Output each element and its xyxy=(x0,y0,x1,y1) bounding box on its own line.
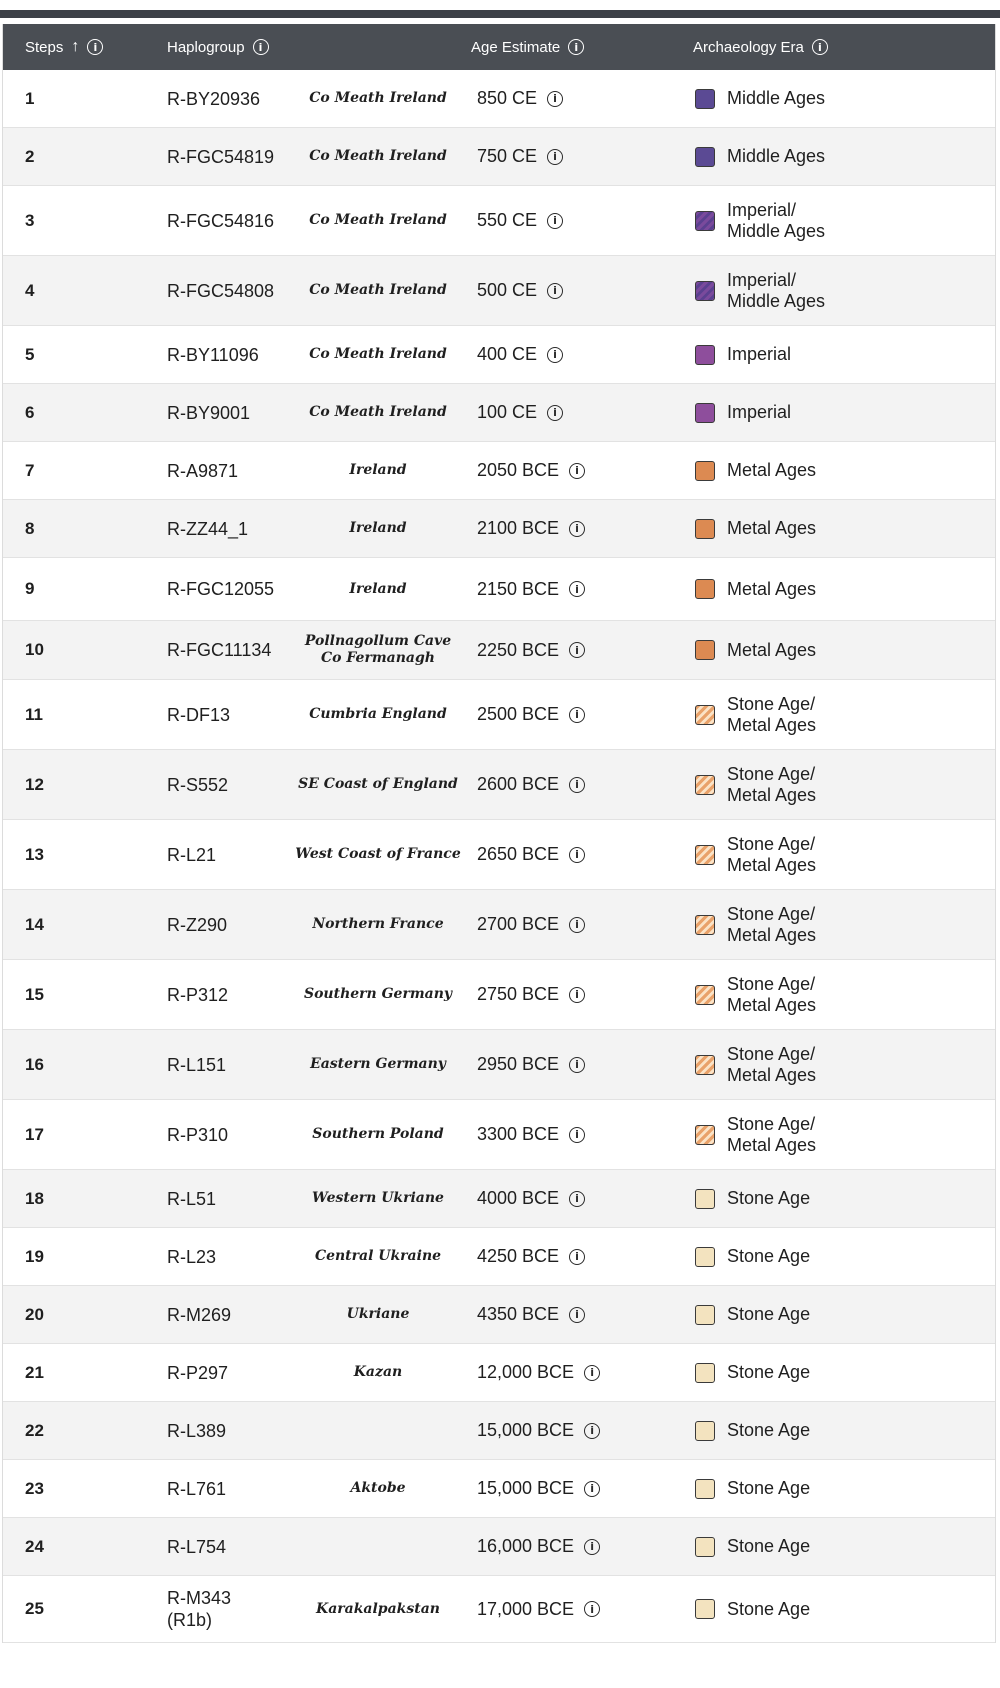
age-value: 2950 BCE xyxy=(477,1054,560,1074)
era-label: Stone Age xyxy=(727,1188,811,1208)
column-header-age[interactable] xyxy=(471,39,693,56)
era-label: Stone Age/ Metal Ages xyxy=(727,833,817,875)
haplogroup-name[interactable]: R-L21 xyxy=(167,844,217,865)
info-icon[interactable]: i xyxy=(547,213,563,229)
info-icon[interactable]: i xyxy=(547,91,563,107)
age-estimate xyxy=(473,1246,695,1267)
archaeology-era xyxy=(695,640,995,661)
era-label: Stone Age/ Metal Ages xyxy=(727,763,817,805)
table-row[interactable] xyxy=(3,1576,995,1643)
location-label: Western Ukriane xyxy=(312,1190,444,1206)
age-estimate xyxy=(473,402,695,423)
archaeology-era xyxy=(695,1478,995,1499)
location-label: Ukriane xyxy=(346,1306,410,1322)
age-value: 4000 BCE xyxy=(477,1188,560,1208)
archaeology-era xyxy=(695,1114,995,1156)
age-value: 15,000 BCE xyxy=(477,1478,575,1498)
location-label: Cumbria England xyxy=(309,706,447,722)
era-label: Stone Age xyxy=(727,1478,811,1498)
era-label: Stone Age xyxy=(727,1420,811,1440)
era-label: Stone Age xyxy=(727,1362,811,1382)
age-estimate xyxy=(473,210,695,231)
age-value: 2700 BCE xyxy=(477,914,560,934)
age-estimate xyxy=(473,1536,695,1557)
age-value: 500 CE xyxy=(477,280,538,300)
table-row[interactable] xyxy=(3,1344,995,1402)
era-label: Middle Ages xyxy=(727,146,826,166)
table-row[interactable] xyxy=(3,750,995,820)
info-icon[interactable]: i xyxy=(584,1539,600,1555)
era-label: Stone Age xyxy=(727,1598,811,1619)
age-estimate xyxy=(473,844,695,865)
haplogroup-name[interactable]: R-ZZ44_1 xyxy=(167,518,249,539)
haplogroup-name[interactable]: R-L51 xyxy=(167,1188,217,1209)
era-swatch-icon xyxy=(695,345,715,365)
step-number: 1 xyxy=(25,88,35,108)
step-number: 8 xyxy=(25,518,35,538)
archaeology-era xyxy=(695,1536,995,1557)
age-estimate xyxy=(473,984,695,1005)
column-header-haplogroup[interactable] xyxy=(167,39,471,56)
info-icon[interactable]: i xyxy=(584,1423,600,1439)
info-icon[interactable]: i xyxy=(87,39,103,55)
era-label: Stone Age/ Metal Ages xyxy=(727,973,817,1015)
age-value: 850 CE xyxy=(477,88,538,108)
age-estimate xyxy=(473,518,695,539)
age-estimate xyxy=(473,1304,695,1325)
era-swatch-icon xyxy=(695,1421,715,1441)
age-value: 2600 BCE xyxy=(477,774,560,794)
haplogroup-name[interactable]: R-M269 xyxy=(167,1304,232,1325)
haplogroup-name[interactable]: R-BY9001 xyxy=(167,402,251,423)
archaeology-era xyxy=(695,1362,995,1383)
era-swatch-icon xyxy=(695,775,715,795)
table-row[interactable] xyxy=(3,960,995,1030)
location-label: Eastern Germany xyxy=(310,1056,446,1072)
location-label: Kazan xyxy=(353,1364,403,1380)
age-value: 15,000 BCE xyxy=(477,1420,575,1440)
haplogroup-name[interactable]: R-FGC12055 xyxy=(167,579,275,599)
age-value: 12,000 BCE xyxy=(477,1362,575,1382)
info-icon[interactable]: i xyxy=(569,1191,585,1207)
column-header-steps[interactable] xyxy=(3,38,167,56)
step-number: 14 xyxy=(25,914,44,934)
haplogroup-table xyxy=(2,24,996,1643)
haplogroup-name[interactable]: R-A9871 xyxy=(167,460,239,481)
location-label: Pollnagollum Cave Co Fermanagh xyxy=(304,633,452,666)
location-label: Northern France xyxy=(312,916,444,932)
step-number: 2 xyxy=(25,146,35,166)
era-label: Imperial xyxy=(727,344,792,364)
location-label: SE Coast of England xyxy=(298,776,458,792)
location-label: Co Meath Ireland xyxy=(309,404,447,420)
info-icon[interactable]: i xyxy=(584,1365,600,1381)
age-estimate xyxy=(473,1599,695,1620)
info-icon[interactable]: i xyxy=(547,347,563,363)
age-estimate xyxy=(473,1188,695,1209)
era-swatch-icon xyxy=(695,845,715,865)
table-row[interactable] xyxy=(3,256,995,326)
haplogroup-name[interactable]: R-S552 xyxy=(167,774,229,795)
table-row[interactable] xyxy=(3,1100,995,1170)
info-icon[interactable]: i xyxy=(569,1127,585,1143)
age-value: 2750 BCE xyxy=(477,984,560,1004)
info-icon[interactable]: i xyxy=(569,1307,585,1323)
era-label: Stone Age xyxy=(727,1304,811,1324)
archaeology-era xyxy=(695,764,995,806)
table-row[interactable] xyxy=(3,384,995,442)
age-estimate xyxy=(473,1124,695,1145)
step-number: 24 xyxy=(25,1536,44,1556)
location-label: Southern Poland xyxy=(312,1126,444,1142)
age-estimate xyxy=(473,914,695,935)
haplogroup-name[interactable]: R-FGC54819 xyxy=(167,146,275,167)
info-icon[interactable]: i xyxy=(569,1057,585,1073)
age-estimate xyxy=(473,774,695,795)
era-swatch-icon xyxy=(695,705,715,725)
age-estimate xyxy=(473,344,695,365)
era-swatch-icon xyxy=(695,147,715,167)
archaeology-era xyxy=(695,974,995,1016)
age-value: 2100 BCE xyxy=(477,518,560,538)
haplogroup-name[interactable]: R-M343 (R1b) xyxy=(167,1588,232,1630)
archaeology-era xyxy=(695,694,995,736)
location-label: Co Meath Ireland xyxy=(309,212,447,228)
era-swatch-icon xyxy=(695,1363,715,1383)
location-label: Central Ukraine xyxy=(314,1248,442,1264)
age-estimate xyxy=(473,88,695,109)
info-icon[interactable]: i xyxy=(569,777,585,793)
steps-header-label: Steps xyxy=(25,38,64,56)
location-label: Ireland xyxy=(349,520,407,536)
age-estimate xyxy=(473,1054,695,1075)
archaeology-era xyxy=(695,1304,995,1325)
era-swatch-icon xyxy=(695,1537,715,1557)
age-value: 2050 BCE xyxy=(477,460,560,480)
age-estimate xyxy=(473,640,695,661)
archaeology-era xyxy=(695,1420,995,1441)
haplogroup-name[interactable]: R-P310 xyxy=(167,1124,229,1145)
era-swatch-icon xyxy=(695,519,715,539)
era-swatch-icon xyxy=(695,1055,715,1075)
archaeology-era xyxy=(695,1044,995,1086)
table-row[interactable] xyxy=(3,1460,995,1518)
haplogroup-name[interactable]: R-FGC11134 xyxy=(167,640,272,660)
era-swatch-icon xyxy=(695,1305,715,1325)
age-estimate xyxy=(473,1420,695,1441)
era-swatch-icon xyxy=(695,985,715,1005)
step-number: 12 xyxy=(25,774,44,794)
era-swatch-icon xyxy=(695,640,715,660)
era-swatch-icon xyxy=(695,211,715,231)
haplogroup-name[interactable]: R-L151 xyxy=(167,1054,227,1075)
step-number: 10 xyxy=(25,640,44,659)
table-row[interactable] xyxy=(3,1402,995,1460)
table-row[interactable] xyxy=(3,1030,995,1100)
info-icon[interactable]: i xyxy=(569,707,585,723)
haplogroup-name[interactable]: R-L761 xyxy=(167,1478,227,1499)
step-number: 19 xyxy=(25,1246,44,1266)
haplogroup-name[interactable]: R-L23 xyxy=(167,1246,217,1267)
info-icon[interactable]: i xyxy=(584,1601,600,1617)
haplogroup-name[interactable]: R-L389 xyxy=(167,1420,227,1441)
step-number: 17 xyxy=(25,1124,44,1144)
age-value: 16,000 BCE xyxy=(477,1536,575,1556)
step-number: 20 xyxy=(25,1304,44,1324)
age-estimate xyxy=(473,280,695,301)
archaeology-era xyxy=(695,1188,995,1209)
info-icon[interactable]: i xyxy=(253,39,269,55)
location-label: Co Meath Ireland xyxy=(309,148,447,164)
haplogroup-name[interactable]: R-BY11096 xyxy=(167,344,259,365)
archaeology-era xyxy=(695,270,995,312)
archaeology-era xyxy=(695,1246,995,1267)
step-number: 16 xyxy=(25,1054,44,1074)
archaeology-era xyxy=(695,200,995,242)
info-icon[interactable]: i xyxy=(547,149,563,165)
step-number: 11 xyxy=(25,704,43,724)
location-label: Ireland xyxy=(349,462,407,478)
archaeology-era xyxy=(695,88,995,109)
age-estimate xyxy=(473,146,695,167)
step-number: 7 xyxy=(25,460,35,480)
archaeology-era xyxy=(695,402,995,423)
age-value: 3300 BCE xyxy=(477,1124,560,1144)
location-label: Co Meath Ireland xyxy=(309,90,447,106)
archaeology-era xyxy=(695,579,995,600)
table-row[interactable] xyxy=(3,186,995,256)
age-value: 17,000 BCE xyxy=(477,1598,575,1619)
archaeology-era xyxy=(695,904,995,946)
era-swatch-icon xyxy=(695,915,715,935)
step-number: 4 xyxy=(25,280,35,300)
era-label: Stone Age xyxy=(727,1246,811,1266)
era-label: Metal Ages xyxy=(727,578,817,599)
era-label: Metal Ages xyxy=(727,639,817,660)
age-value: 4350 BCE xyxy=(477,1304,560,1324)
table-row[interactable] xyxy=(3,1170,995,1228)
location-label: Karakalpakstan xyxy=(316,1600,440,1617)
info-icon[interactable]: i xyxy=(569,642,585,658)
archaeology-era xyxy=(695,1599,995,1620)
info-icon[interactable]: i xyxy=(569,847,585,863)
age-estimate xyxy=(473,1362,695,1383)
era-label: Middle Ages xyxy=(727,88,826,108)
era-label: Stone Age/ Metal Ages xyxy=(727,1043,817,1085)
location-label: Aktobe xyxy=(350,1480,406,1496)
era-label: Stone Age/ Metal Ages xyxy=(727,903,817,945)
info-icon[interactable]: i xyxy=(569,463,585,479)
era-label: Stone Age/ Metal Ages xyxy=(727,1113,817,1155)
age-value: 2150 BCE xyxy=(477,578,560,599)
location-label: West Coast of France xyxy=(295,846,461,862)
location-label: Co Meath Ireland xyxy=(309,282,447,298)
age-estimate xyxy=(473,460,695,481)
table-row[interactable] xyxy=(3,70,995,128)
table-row[interactable] xyxy=(3,680,995,750)
era-label: Metal Ages xyxy=(727,518,817,538)
era-swatch-icon xyxy=(695,1599,715,1619)
haplogroup-name[interactable]: R-FGC54816 xyxy=(167,210,275,231)
haplogroup-name[interactable]: R-P297 xyxy=(167,1362,229,1383)
era-label: Stone Age xyxy=(727,1536,811,1556)
era-swatch-icon xyxy=(695,281,715,301)
era-swatch-icon xyxy=(695,461,715,481)
table-row[interactable] xyxy=(3,500,995,558)
archaeology-era xyxy=(695,344,995,365)
haplogroup-name[interactable]: R-DF13 xyxy=(167,704,231,725)
info-icon[interactable]: i xyxy=(569,987,585,1003)
archaeology-era xyxy=(695,518,995,539)
info-icon[interactable]: i xyxy=(569,581,585,597)
haplogroup-name[interactable]: R-Z290 xyxy=(167,914,228,935)
archaeology-era xyxy=(695,460,995,481)
table-row[interactable] xyxy=(3,1286,995,1344)
age-estimate xyxy=(473,1478,695,1499)
info-icon[interactable]: i xyxy=(584,1481,600,1497)
age-value: 2500 BCE xyxy=(477,704,560,724)
haplogroup-name[interactable]: R-P312 xyxy=(167,984,229,1005)
step-number: 5 xyxy=(25,344,35,364)
step-number: 22 xyxy=(25,1420,44,1440)
info-icon[interactable]: i xyxy=(569,521,585,537)
info-icon[interactable]: i xyxy=(547,283,563,299)
info-icon[interactable]: i xyxy=(547,405,563,421)
haplogroup-header-label: Haplogroup xyxy=(167,38,245,56)
table-row[interactable] xyxy=(3,1228,995,1286)
age-value: 2250 BCE xyxy=(477,639,560,660)
location-label: Southern Germany xyxy=(303,986,453,1002)
era-label: Imperial/ Middle Ages xyxy=(727,269,826,311)
age-header-label: Age Estimate xyxy=(471,38,561,56)
location-label: Ireland xyxy=(349,580,407,597)
archaeology-era xyxy=(695,834,995,876)
era-label: Imperial xyxy=(727,402,792,422)
table-row[interactable] xyxy=(3,442,995,500)
table-row[interactable] xyxy=(3,326,995,384)
era-label: Stone Age/ Metal Ages xyxy=(727,693,817,735)
age-value: 100 CE xyxy=(477,402,538,422)
age-value: 4250 BCE xyxy=(477,1246,560,1266)
age-value: 550 CE xyxy=(477,210,538,230)
step-number: 25 xyxy=(25,1599,44,1618)
archaeology-era xyxy=(695,146,995,167)
era-swatch-icon xyxy=(695,1479,715,1499)
era-swatch-icon xyxy=(695,1189,715,1209)
top-divider-bar xyxy=(0,10,1000,18)
step-number: 18 xyxy=(25,1188,44,1208)
sort-ascending-icon[interactable]: ↑ xyxy=(71,38,80,55)
table-body xyxy=(3,70,995,1643)
table-row[interactable] xyxy=(3,820,995,890)
table-header xyxy=(3,24,995,70)
haplogroup-name[interactable]: R-L754 xyxy=(167,1536,227,1557)
step-number: 23 xyxy=(25,1478,44,1498)
step-number: 9 xyxy=(25,579,35,598)
haplogroup-name[interactable]: R-FGC54808 xyxy=(167,280,275,301)
table-row[interactable] xyxy=(3,128,995,186)
step-number: 13 xyxy=(25,844,44,864)
info-icon[interactable]: i xyxy=(569,1249,585,1265)
era-swatch-icon xyxy=(695,1125,715,1145)
table-row[interactable] xyxy=(3,558,995,621)
era-header-label: Archaeology Era xyxy=(693,38,804,56)
column-header-era[interactable] xyxy=(693,39,828,56)
era-swatch-icon xyxy=(695,89,715,109)
step-number: 15 xyxy=(25,984,44,1004)
age-estimate xyxy=(473,704,695,725)
era-swatch-icon xyxy=(695,579,715,599)
era-label: Metal Ages xyxy=(727,460,817,480)
table-row[interactable] xyxy=(3,890,995,960)
haplogroup-name[interactable]: R-BY20936 xyxy=(167,88,261,109)
location-label: Co Meath Ireland xyxy=(309,346,447,362)
step-number: 6 xyxy=(25,402,35,422)
step-number: 21 xyxy=(25,1362,44,1382)
age-value: 400 CE xyxy=(477,344,538,364)
info-icon[interactable]: i xyxy=(569,917,585,933)
info-icon[interactable]: i xyxy=(812,39,828,55)
age-estimate xyxy=(473,579,695,600)
era-swatch-icon xyxy=(695,1247,715,1267)
age-value: 750 CE xyxy=(477,146,538,166)
info-icon[interactable]: i xyxy=(568,39,584,55)
age-value: 2650 BCE xyxy=(477,844,560,864)
table-row[interactable] xyxy=(3,621,995,680)
table-row[interactable] xyxy=(3,1518,995,1576)
era-swatch-icon xyxy=(695,403,715,423)
era-label: Imperial/ Middle Ages xyxy=(727,199,826,241)
step-number: 3 xyxy=(25,210,35,230)
